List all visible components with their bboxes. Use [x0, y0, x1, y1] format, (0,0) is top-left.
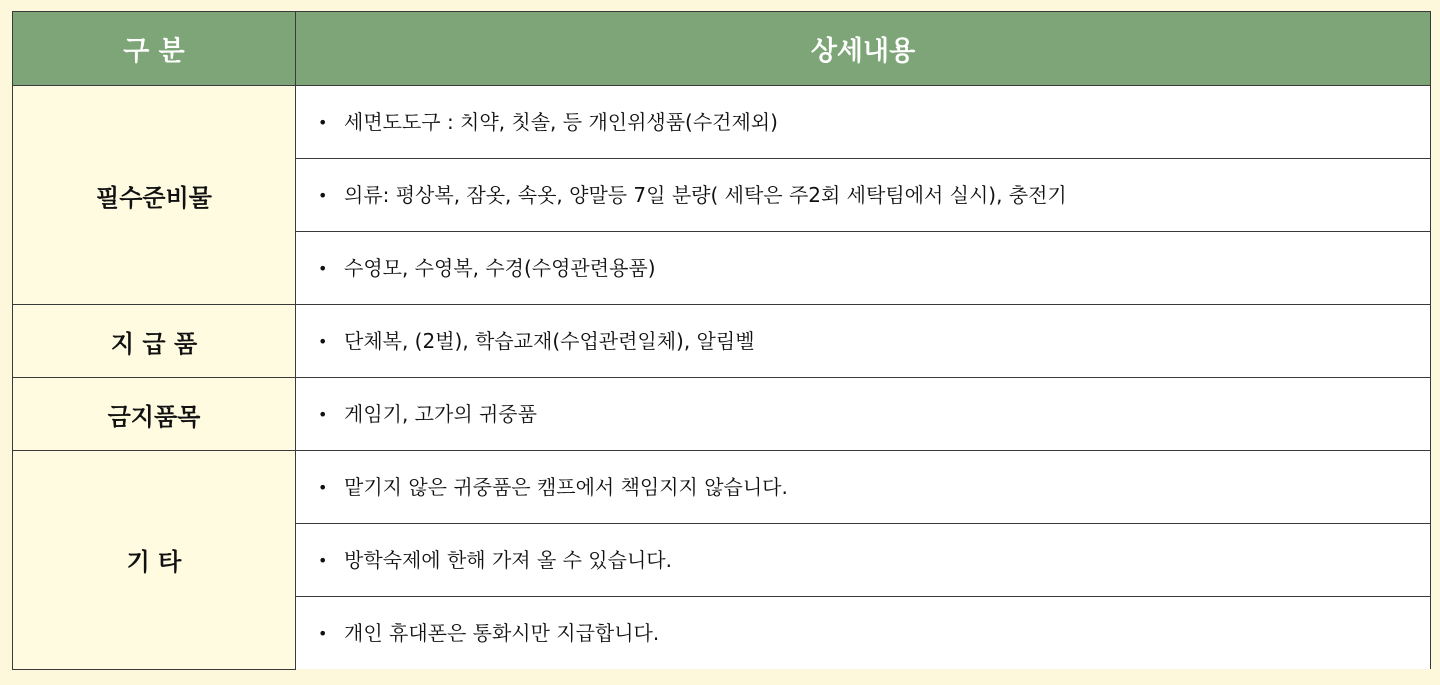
bullet-icon: •: [318, 551, 328, 570]
item-text: 의류: 평상복, 잠옷, 속옷, 양말등 7일 분량( 세탁은 주2회 세탁팀에서 실시), 충전기: [344, 183, 1067, 207]
header-detail: 상세내용: [296, 12, 1431, 86]
category-prohibited: 금지품목: [13, 378, 296, 451]
category-required: 필수준비물: [13, 86, 296, 305]
table-row: [13, 86, 1431, 159]
item-text: 세면도도구 : 치약, 칫솔, 등 개인위생품(수건제외): [344, 110, 778, 134]
table-row: [13, 378, 1431, 451]
bullet-icon: •: [318, 186, 328, 205]
bullet-icon: •: [318, 478, 328, 497]
item-text: 방학숙제에 한해 가져 올 수 있습니다.: [344, 548, 672, 572]
list-item: [296, 597, 1431, 670]
bullet-icon: •: [318, 259, 328, 278]
header-category: 구 분: [13, 12, 296, 86]
category-other: 기 타: [13, 451, 296, 670]
list-item: [296, 378, 1431, 451]
list-item: [296, 232, 1431, 305]
item-text: 맡기지 않은 귀중품은 캠프에서 책임지지 않습니다.: [344, 475, 788, 499]
camp-supplies-table: [12, 11, 1431, 670]
table-row: [13, 305, 1431, 378]
item-text: 단체복, (2벌), 학습교재(수업관련일체), 알림벨: [344, 329, 755, 353]
list-item: [296, 305, 1431, 378]
item-text: 개인 휴대폰은 통화시만 지급합니다.: [344, 621, 660, 645]
list-item: [296, 159, 1431, 232]
list-item: [296, 451, 1431, 524]
bullet-icon: •: [318, 405, 328, 424]
camp-supplies-table-wrapper: [12, 11, 1430, 670]
bullet-icon: •: [318, 113, 328, 132]
list-item: [296, 86, 1431, 159]
list-item: [296, 524, 1431, 597]
category-provided: 지 급 품: [13, 305, 296, 378]
bullet-icon: •: [318, 624, 328, 643]
bullet-icon: •: [318, 332, 328, 351]
item-text: 수영모, 수영복, 수경(수영관련용품): [344, 256, 656, 280]
item-text: 게임기, 고가의 귀중품: [344, 402, 537, 426]
header-row: [13, 12, 1431, 86]
table-row: [13, 451, 1431, 524]
